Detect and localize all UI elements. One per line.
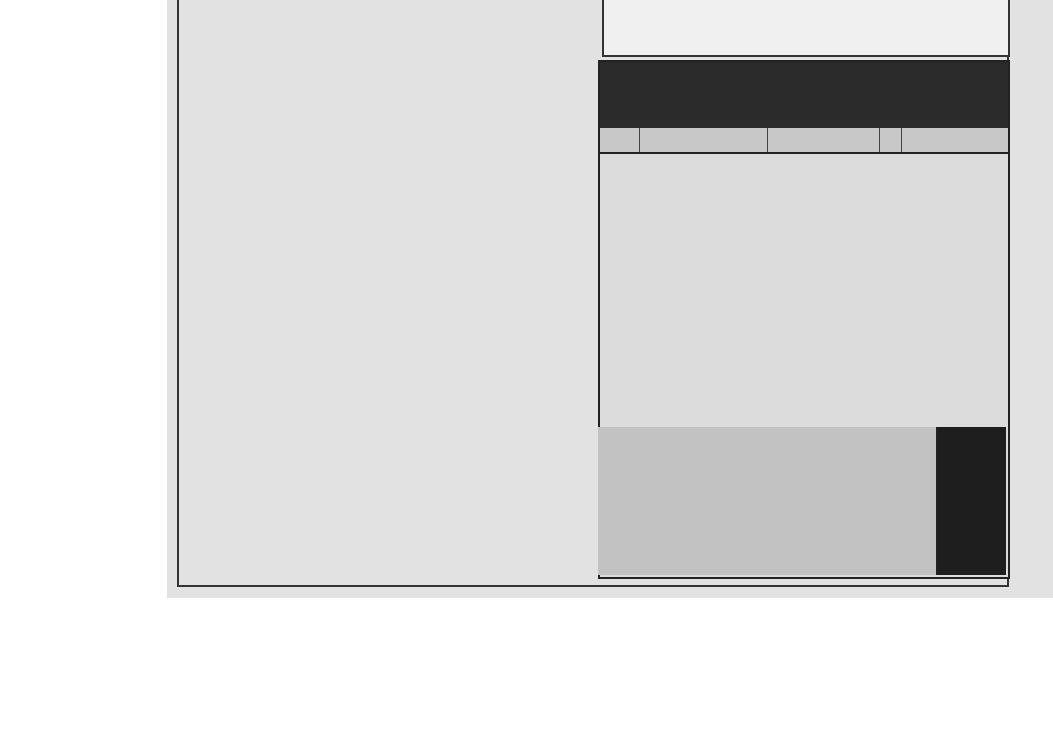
lottery-results-table [602, 0, 1010, 57]
panel-header [600, 62, 1008, 128]
header-four-digits [768, 128, 880, 152]
header-school [640, 128, 768, 152]
newspaper-page [167, 0, 1053, 598]
header-rank [600, 128, 640, 152]
table-header [600, 128, 1008, 154]
summary-box [598, 427, 938, 575]
header-summary [902, 128, 1008, 152]
highlight-box [938, 427, 1006, 575]
panel-title [600, 62, 1008, 72]
lottery-summary-column [598, 0, 1006, 585]
header-lead [880, 128, 902, 152]
daily-horoscope-column [189, 0, 589, 585]
